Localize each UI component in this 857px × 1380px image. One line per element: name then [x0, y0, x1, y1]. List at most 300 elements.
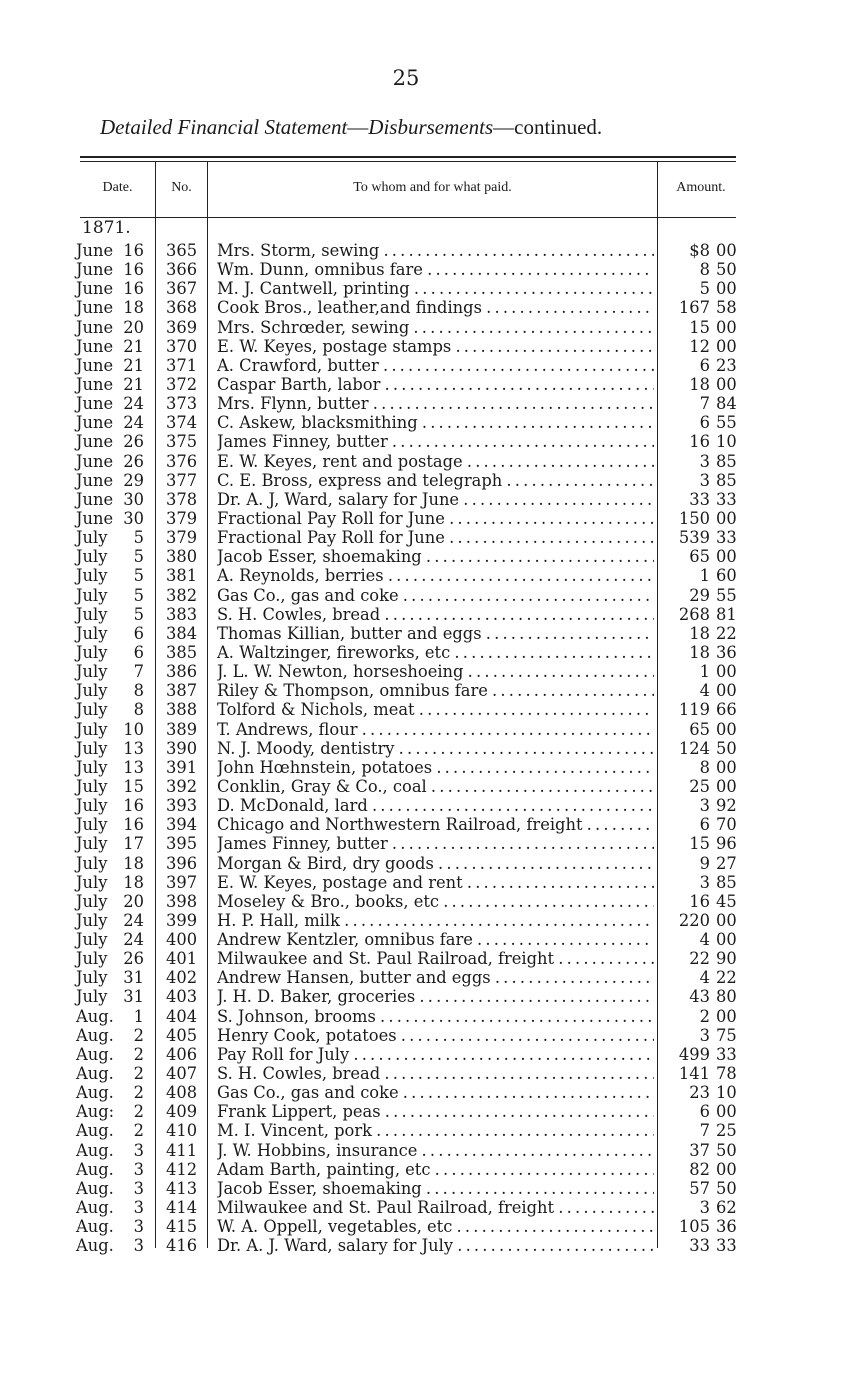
date-month: June	[76, 298, 114, 318]
voucher-number: 377	[166, 470, 198, 490]
amount-dollars: 4	[699, 681, 710, 701]
amount-dollars: 6	[699, 1102, 710, 1122]
payment-description: Frank Lippert, peas . . .	[217, 1102, 654, 1121]
voucher-number: 399	[166, 910, 198, 930]
amount-dollars: 16	[689, 432, 710, 452]
amount-dollars: $8	[689, 241, 710, 260]
amount-dollars: 18	[689, 623, 710, 643]
voucher-number: 365	[166, 241, 198, 260]
table-row	[0, 241, 857, 260]
voucher-number: 375	[166, 432, 198, 452]
column-header-date: Date.	[102, 180, 133, 195]
payment-description: M. I. Vincent, pork . . .	[217, 1121, 654, 1140]
voucher-number: 408	[166, 1083, 198, 1103]
page-number: 25	[392, 66, 420, 90]
date-day: 3	[133, 1140, 144, 1160]
date-day: 24	[123, 394, 144, 414]
amount-cents: 90	[716, 949, 737, 969]
voucher-number: 407	[166, 1064, 198, 1084]
amount-dollars: 57	[689, 1178, 710, 1198]
voucher-number: 383	[166, 604, 198, 624]
date-day: 21	[123, 336, 144, 356]
date-month: July	[76, 623, 108, 643]
payment-description: Caspar Barth, labor . . .	[217, 375, 654, 394]
amount-dollars: 18	[689, 374, 710, 394]
amount-dollars: 65	[689, 547, 710, 567]
amount-cents: 00	[716, 757, 737, 777]
date-month: Aug.	[76, 1025, 114, 1045]
payment-description: Pay Roll for July . . .	[217, 1045, 654, 1064]
amount-dollars: 82	[689, 1159, 710, 1179]
date-month: June	[76, 355, 114, 375]
date-day: 21	[123, 355, 144, 375]
payment-description: C. E. Bross, express and telegraph . . .	[217, 471, 654, 490]
date-day: 2	[133, 1102, 144, 1122]
date-day: 2	[133, 1064, 144, 1084]
amount-cents: 55	[716, 413, 737, 433]
payment-description: James Finney, butter . . .	[217, 432, 654, 451]
date-day: 18	[123, 853, 144, 873]
amount-dollars: 150	[678, 508, 710, 528]
date-month: June	[76, 260, 114, 280]
table-row	[0, 777, 857, 796]
amount-cents: 66	[716, 700, 737, 720]
date-month: July	[76, 949, 108, 969]
voucher-number: 392	[166, 776, 198, 796]
date-day: 24	[123, 413, 144, 433]
payment-description: Milwaukee and St. Paul Railroad, freight . . .	[217, 949, 654, 968]
voucher-number: 381	[166, 566, 198, 586]
table-row	[0, 298, 857, 317]
date-month: July	[76, 891, 108, 911]
date-month: July	[76, 662, 108, 682]
amount-cents: 00	[716, 374, 737, 394]
payment-description: M. J. Cantwell, printing . . .	[217, 279, 654, 298]
date-day: 5	[133, 585, 144, 605]
amount-dollars: 37	[689, 1140, 710, 1160]
payment-description: S. H. Cowles, bread . . .	[217, 605, 654, 624]
amount-dollars: 16	[689, 891, 710, 911]
table-row	[0, 432, 857, 451]
date-day: 3	[133, 1178, 144, 1198]
date-month: Aug.	[76, 1064, 114, 1084]
amount-cents: 80	[716, 987, 737, 1007]
payment-description: C. Askew, blacksmithing . . .	[217, 413, 654, 432]
date-month: July	[76, 719, 108, 739]
date-day: 24	[123, 910, 144, 930]
table-row	[0, 1236, 857, 1255]
payment-description: W. A. Oppell, vegetables, etc . . .	[217, 1217, 654, 1236]
date-month: June	[76, 394, 114, 414]
payment-description: Dr. A. J. Ward, salary for July . . .	[217, 1236, 654, 1255]
date-day: 16	[123, 241, 144, 260]
title-part-disbursements: Disbursements	[368, 115, 494, 139]
date-month: July	[76, 930, 108, 950]
date-month: July	[76, 853, 108, 873]
voucher-number: 410	[166, 1121, 198, 1141]
title-dash-1: —	[347, 115, 369, 139]
amount-dollars: 268	[678, 604, 710, 624]
payment-description: Gas Co., gas and coke . . .	[217, 586, 654, 605]
table-row	[0, 892, 857, 911]
amount-cents: 92	[716, 796, 737, 816]
table-row	[0, 337, 857, 356]
amount-dollars: 12	[689, 336, 710, 356]
date-month: June	[76, 374, 114, 394]
date-day: 16	[123, 279, 144, 299]
payment-description: Morgan & Bird, dry goods . . .	[217, 854, 654, 873]
voucher-number: 385	[166, 642, 198, 662]
date-day: 13	[123, 757, 144, 777]
amount-dollars: 3	[699, 1198, 710, 1218]
payment-description: Wm. Dunn, omnibus fare . . .	[217, 260, 654, 279]
payment-description: A. Reynolds, berries . . .	[217, 566, 654, 585]
date-day: 5	[133, 604, 144, 624]
payment-description: T. Andrews, flour . . .	[217, 720, 654, 739]
table-row	[0, 528, 857, 547]
amount-cents: 27	[716, 853, 737, 873]
amount-cents: 75	[716, 1025, 737, 1045]
table-row	[0, 1064, 857, 1083]
table-row	[0, 681, 857, 700]
date-day: 16	[123, 796, 144, 816]
date-day: 30	[123, 508, 144, 528]
amount-dollars: 220	[678, 910, 710, 930]
date-day: 20	[123, 317, 144, 337]
date-day: 3	[133, 1198, 144, 1218]
table-row	[0, 1026, 857, 1045]
date-day: 5	[133, 547, 144, 567]
table-row	[0, 758, 857, 777]
date-day: 18	[123, 872, 144, 892]
table-header-rule	[80, 217, 736, 218]
payment-description: Andrew Hansen, butter and eggs . . .	[217, 968, 654, 987]
disbursement-table-body	[0, 241, 857, 1255]
date-month: Aug:	[76, 1102, 115, 1122]
date-month: Aug.	[76, 1044, 114, 1064]
voucher-number: 378	[166, 489, 198, 509]
amount-cents: 10	[716, 1083, 737, 1103]
voucher-number: 397	[166, 872, 198, 892]
date-day: 2	[133, 1083, 144, 1103]
date-day: 7	[133, 662, 144, 682]
voucher-number: 371	[166, 355, 198, 375]
amount-cents: 70	[716, 815, 737, 835]
voucher-number: 398	[166, 891, 198, 911]
payment-description: Gas Co., gas and coke . . .	[217, 1083, 654, 1102]
amount-cents: 58	[716, 298, 737, 318]
date-month: Aug.	[76, 1159, 114, 1179]
table-row	[0, 1007, 857, 1026]
column-header-description: To whom and for what paid.	[353, 180, 512, 195]
voucher-number: 387	[166, 681, 198, 701]
date-month: Aug.	[76, 1006, 114, 1026]
payment-description: Jacob Esser, shoemaking . . .	[217, 1179, 654, 1198]
amount-cents: 50	[716, 738, 737, 758]
date-month: June	[76, 336, 114, 356]
voucher-number: 389	[166, 719, 198, 739]
voucher-number: 379	[166, 508, 198, 528]
amount-dollars: 15	[689, 834, 710, 854]
table-row	[0, 739, 857, 758]
payment-description: Fractional Pay Roll for June . . .	[217, 509, 654, 528]
voucher-number: 406	[166, 1044, 198, 1064]
amount-dollars: 539	[678, 528, 710, 548]
date-day: 2	[133, 1044, 144, 1064]
table-row	[0, 605, 857, 624]
amount-dollars: 6	[699, 413, 710, 433]
voucher-number: 384	[166, 623, 198, 643]
amount-cents: 78	[716, 1064, 737, 1084]
date-month: July	[76, 547, 108, 567]
amount-dollars: 23	[689, 1083, 710, 1103]
date-day: 20	[123, 891, 144, 911]
voucher-number: 368	[166, 298, 198, 318]
table-row	[0, 260, 857, 279]
table-row	[0, 854, 857, 873]
table-row	[0, 949, 857, 968]
payment-description: S. H. Cowles, bread . . .	[217, 1064, 654, 1083]
amount-dollars: 141	[678, 1064, 710, 1084]
date-day: 3	[133, 1217, 144, 1237]
amount-cents: 85	[716, 470, 737, 490]
amount-dollars: 167	[678, 298, 710, 318]
voucher-number: 412	[166, 1159, 198, 1179]
amount-dollars: 3	[699, 451, 710, 471]
table-row	[0, 1121, 857, 1140]
amount-cents: 23	[716, 355, 737, 375]
amount-cents: 00	[716, 910, 737, 930]
table-row	[0, 279, 857, 298]
table-row	[0, 1179, 857, 1198]
table-row	[0, 643, 857, 662]
payment-description: J. L. W. Newton, horseshoeing . . .	[217, 662, 654, 681]
amount-cents: 00	[716, 547, 737, 567]
date-day: 16	[123, 260, 144, 280]
title-dash-2: —	[493, 115, 515, 139]
amount-dollars: 6	[699, 355, 710, 375]
payment-description: James Finney, butter . . .	[217, 834, 654, 853]
date-day: 10	[123, 719, 144, 739]
date-month: Aug.	[76, 1217, 114, 1237]
amount-dollars: 29	[689, 585, 710, 605]
amount-cents: 36	[716, 1217, 737, 1237]
payment-description: Chicago and Northwestern Railroad, freight . . .	[217, 815, 654, 834]
payment-description: Andrew Kentzler, omnibus fare . . .	[217, 930, 654, 949]
table-row	[0, 987, 857, 1006]
payment-description: Mrs. Flynn, butter . . .	[217, 394, 654, 413]
voucher-number: 380	[166, 547, 198, 567]
table-row	[0, 509, 857, 528]
amount-cents: 00	[716, 241, 737, 260]
amount-cents: 45	[716, 891, 737, 911]
voucher-number: 395	[166, 834, 198, 854]
payment-description: A. Crawford, butter . . .	[217, 356, 654, 375]
payment-description: John Hœhnstein, potatoes . . .	[217, 758, 654, 777]
date-month: July	[76, 604, 108, 624]
amount-dollars: 3	[699, 872, 710, 892]
date-day: 6	[133, 642, 144, 662]
date-day: 2	[133, 1121, 144, 1141]
table-row	[0, 452, 857, 471]
table-row	[0, 490, 857, 509]
amount-dollars: 105	[678, 1217, 710, 1237]
date-month: July	[76, 968, 108, 988]
voucher-number: 404	[166, 1006, 198, 1026]
amount-cents: 10	[716, 432, 737, 452]
amount-dollars: 3	[699, 1025, 710, 1045]
table-top-rule-thin	[80, 161, 736, 162]
amount-cents: 50	[716, 1140, 737, 1160]
voucher-number: 386	[166, 662, 198, 682]
table-row	[0, 1141, 857, 1160]
amount-cents: 50	[716, 1178, 737, 1198]
date-month: July	[76, 796, 108, 816]
payment-description: E. W. Keyes, rent and postage . . .	[217, 452, 654, 471]
table-row	[0, 375, 857, 394]
payment-description: J. H. D. Baker, groceries . . .	[217, 987, 654, 1006]
date-month: July	[76, 815, 108, 835]
date-month: Aug.	[76, 1121, 114, 1141]
amount-dollars: 7	[699, 1121, 710, 1141]
amount-dollars: 15	[689, 317, 710, 337]
amount-dollars: 8	[699, 757, 710, 777]
payment-description: Dr. A. J, Ward, salary for June . . .	[217, 490, 654, 509]
date-day: 6	[133, 623, 144, 643]
voucher-number: 376	[166, 451, 198, 471]
payment-description: Conklin, Gray & Co., coal . . .	[217, 777, 654, 796]
column-header-amount: Amount.	[676, 180, 726, 195]
date-month: July	[76, 528, 108, 548]
amount-cents: 00	[716, 719, 737, 739]
amount-dollars: 3	[699, 796, 710, 816]
amount-cents: 00	[716, 279, 737, 299]
table-row	[0, 413, 857, 432]
amount-dollars: 4	[699, 930, 710, 950]
page-title	[100, 115, 720, 140]
table-row	[0, 700, 857, 719]
amount-dollars: 43	[689, 987, 710, 1007]
amount-dollars: 18	[689, 642, 710, 662]
date-day: 16	[123, 815, 144, 835]
table-row	[0, 1083, 857, 1102]
table-row	[0, 394, 857, 413]
voucher-number: 400	[166, 930, 198, 950]
date-day: 26	[123, 949, 144, 969]
date-day: 3	[133, 1236, 144, 1256]
amount-cents: 85	[716, 451, 737, 471]
amount-cents: 33	[716, 489, 737, 509]
table-row	[0, 356, 857, 375]
amount-dollars: 3	[699, 470, 710, 490]
voucher-number: 390	[166, 738, 198, 758]
date-month: July	[76, 642, 108, 662]
voucher-number: 413	[166, 1178, 198, 1198]
voucher-number: 415	[166, 1217, 198, 1237]
date-day: 2	[133, 1025, 144, 1045]
payment-description: Moseley & Bro., books, etc . . .	[217, 892, 654, 911]
voucher-number: 391	[166, 757, 198, 777]
table-row	[0, 1198, 857, 1217]
date-month: July	[76, 987, 108, 1007]
date-day: 17	[123, 834, 144, 854]
amount-cents: 25	[716, 1121, 737, 1141]
table-row	[0, 566, 857, 585]
date-month: Aug.	[76, 1198, 114, 1218]
payment-description: Cook Bros., leather,and findings . . .	[217, 298, 654, 317]
voucher-number: 369	[166, 317, 198, 337]
date-month: July	[76, 585, 108, 605]
date-month: July	[76, 834, 108, 854]
payment-description: Milwaukee and St. Paul Railroad, freight . . .	[217, 1198, 654, 1217]
amount-cents: 96	[716, 834, 737, 854]
date-month: June	[76, 317, 114, 337]
voucher-number: 382	[166, 585, 198, 605]
payment-description: A. Waltzinger, fireworks, etc . . .	[217, 643, 654, 662]
payment-description: N. J. Moody, dentistry . . .	[217, 739, 654, 758]
table-row	[0, 930, 857, 949]
amount-dollars: 5	[699, 279, 710, 299]
date-day: 1	[133, 1006, 144, 1026]
table-row	[0, 547, 857, 566]
amount-cents: 22	[716, 968, 737, 988]
date-day: 15	[123, 776, 144, 796]
amount-cents: 00	[716, 1006, 737, 1026]
payment-description: Tolford & Nichols, meat . . .	[217, 700, 654, 719]
voucher-number: 372	[166, 374, 198, 394]
amount-cents: 84	[716, 394, 737, 414]
amount-dollars: 7	[699, 394, 710, 414]
amount-cents: 00	[716, 930, 737, 950]
date-day: 13	[123, 738, 144, 758]
voucher-number: 394	[166, 815, 198, 835]
amount-dollars: 8	[699, 260, 710, 280]
payment-description: Henry Cook, potatoes . . .	[217, 1026, 654, 1045]
date-month: Aug.	[76, 1236, 114, 1256]
table-row	[0, 624, 857, 643]
amount-dollars: 25	[689, 776, 710, 796]
amount-cents: 55	[716, 585, 737, 605]
voucher-number: 416	[166, 1236, 198, 1256]
column-header-no: No.	[171, 180, 192, 195]
amount-cents: 00	[716, 776, 737, 796]
payment-description: J. W. Hobbins, insurance . . .	[217, 1141, 654, 1160]
amount-cents: 81	[716, 604, 737, 624]
date-day: 8	[133, 700, 144, 720]
table-row	[0, 1045, 857, 1064]
date-month: June	[76, 413, 114, 433]
voucher-number: 396	[166, 853, 198, 873]
amount-cents: 50	[716, 260, 737, 280]
amount-cents: 33	[716, 1044, 737, 1064]
amount-dollars: 1	[699, 662, 710, 682]
table-row	[0, 968, 857, 987]
payment-description: Thomas Killian, butter and eggs . . .	[217, 624, 654, 643]
amount-cents: 00	[716, 336, 737, 356]
date-month: Aug.	[76, 1140, 114, 1160]
date-month: July	[76, 738, 108, 758]
date-month: July	[76, 681, 108, 701]
date-day: 26	[123, 451, 144, 471]
amount-cents: 33	[716, 1236, 737, 1256]
amount-cents: 36	[716, 642, 737, 662]
amount-dollars: 2	[699, 1006, 710, 1026]
table-row	[0, 720, 857, 739]
date-day: 24	[123, 930, 144, 950]
voucher-number: 414	[166, 1198, 198, 1218]
table-row	[0, 471, 857, 490]
amount-dollars: 6	[699, 815, 710, 835]
